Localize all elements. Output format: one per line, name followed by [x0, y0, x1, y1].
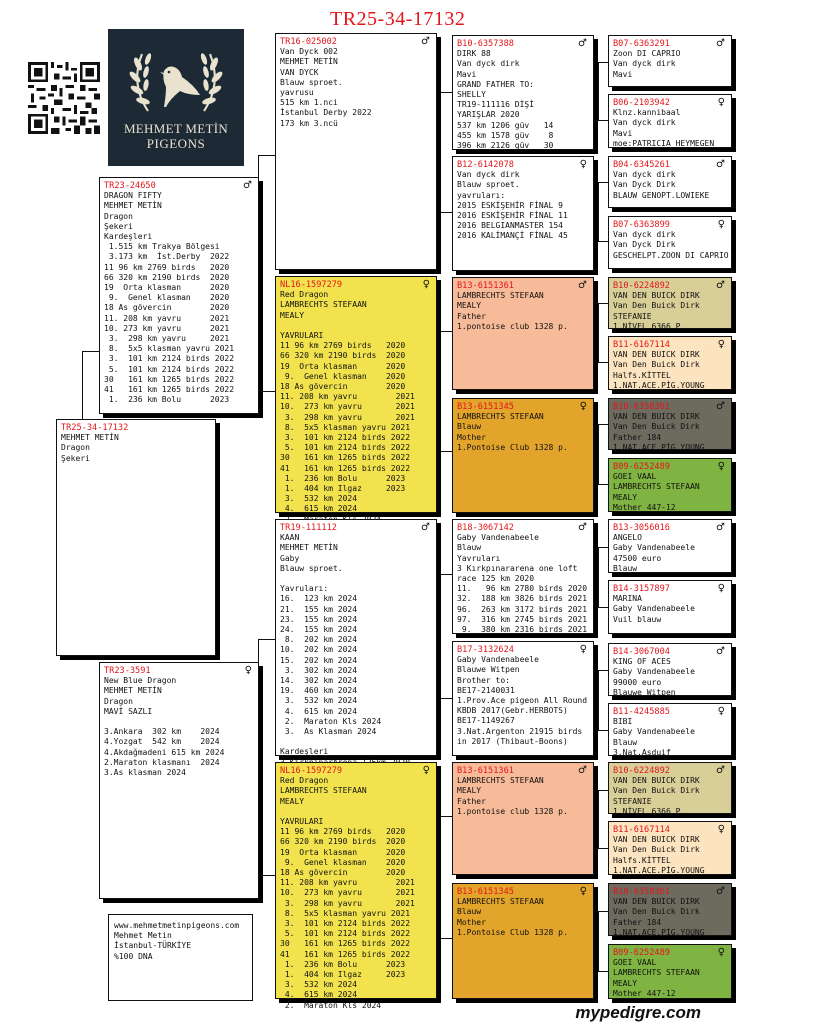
sire-card[interactable]	[99, 177, 259, 414]
connector-line	[598, 670, 608, 671]
ring-number: B10-6358361	[613, 887, 670, 897]
sd-dam-card[interactable]	[452, 398, 594, 513]
male-icon: ♂	[578, 522, 587, 533]
connector-line	[258, 875, 275, 876]
ring-number: B11-6167114	[613, 825, 670, 835]
connector-line	[598, 790, 599, 848]
connector-line	[438, 698, 452, 699]
ring-number: TR19-111112	[280, 523, 337, 533]
male-icon: ♂	[716, 646, 725, 657]
bird-details: Gaby Vandenabeele Blauwe Witpen Brother to: BE17-2140031 1.Prov.Ace pigeon All Round KBDB 2017(Gebr.HERBOTS) BE17-1149267 3.Nat.Argenton 21915 birds in 2017 (Thibaut-Boons)	[457, 655, 588, 746]
connector-line	[438, 331, 439, 451]
gen5-card-9[interactable]	[608, 519, 732, 573]
bird-details: Van dyck dirk Van Dyck Dirk GESCHELPT.ZOON DI CAPRIO	[613, 230, 729, 260]
bird-details: GOEI VAAL LAMBRECHTS STEFAAN MEALY Mother 447-12	[613, 958, 700, 998]
connector-line	[82, 351, 99, 352]
connector-line	[598, 182, 599, 241]
connector-line	[258, 639, 275, 640]
female-icon: ♀	[717, 219, 725, 230]
bird-details: BIBI Gaby Vandenabeele Blauw 3.Nat.Asduif	[613, 717, 695, 757]
bird-details: Van Dyck 002 MEHMET METİN VAN DYCK Blauw sproet. yavrusu 515 km 1.nci İstanbul Derby 2022 173 km 3.ncü	[280, 47, 372, 128]
female-icon: ♀	[579, 159, 587, 170]
dd-dam-card[interactable]	[452, 883, 594, 999]
connector-line	[598, 62, 608, 63]
ring-number: TR16-025002	[280, 37, 337, 47]
ring-number: TR23-24650	[104, 181, 156, 191]
bird-details: MARINA Gaby Vandenabeele Vuil blauw	[613, 594, 695, 624]
female-icon: ♀	[717, 97, 725, 108]
ring-number: NL16-1597279	[280, 766, 343, 776]
connector-line	[598, 484, 608, 485]
bird-details: KING OF ACES Gaby Vandenabeele 99000 euro Blauwe Witpen	[613, 657, 695, 697]
ring-number: B10-6224892	[613, 281, 670, 291]
gen5-card-10[interactable]	[608, 580, 732, 634]
connector-line	[598, 547, 608, 548]
female-icon: ♀	[579, 401, 587, 412]
dam-sire-card[interactable]	[275, 519, 437, 756]
gen5-card-13[interactable]	[608, 762, 732, 814]
loft-logo	[108, 29, 244, 166]
bird-details: Klnz.kannibaal Van dyck dirk Mavi moe:PATRICIA HEYMEGEN	[613, 108, 715, 148]
female-icon: ♀	[422, 279, 430, 290]
gen5-card-7[interactable]	[608, 398, 732, 450]
bird-details: DIRK 88 Van dyck dirk Mavi GRAND FATHER TO: SHELLY TR19-111116 DİŞİ YARIŞLAR 2020 537 km 1206 güv 14 455 km 1578 güv 8 396 km 2126 güv 30	[457, 49, 554, 151]
gen5-card-15[interactable]	[608, 883, 732, 936]
connector-line	[438, 816, 439, 938]
gen5-card-2[interactable]	[608, 94, 732, 148]
connector-line	[438, 938, 452, 939]
gen5-card-14[interactable]	[608, 821, 732, 875]
male-icon: ♂	[421, 36, 430, 47]
connector-line	[598, 971, 608, 972]
ring-number: B10-6224892	[613, 766, 670, 776]
connector-line	[438, 451, 452, 452]
gen5-card-1[interactable]	[608, 35, 732, 87]
bird-details: DRAGON FIFTY MEHMET METİN Dragon Şekeri Kardeşleri 1.515 km Trakya Bölgesi 3.173 km İst.Derby 2022 11 96 km 2769 birds 2020 66 320 km 2190 birds 2020 19 Orta klasman 2020 9. Genel klasman 2020 18 As gövercin 2020 11. 208 km yavru 2021 10. 273 km yavru 2021 3. 298 km yavru 2021 8. 5x5 klasman yavru 2021 3. 101 km 2124 birds 2022 5. 101 km 2124 birds 2022 30 161 km 1265 birds 2022 41 161 km 1265 birds 2022 1. 236 km Bolu 2023	[104, 191, 235, 405]
male-icon: ♂	[716, 401, 725, 412]
ring-number: B07-6363291	[613, 39, 670, 49]
connector-line	[598, 911, 608, 912]
logo-line2: PIGEONS	[146, 136, 206, 151]
ss-sire-card[interactable]	[452, 35, 594, 150]
bird-details: VAN DEN BUICK DIRK Van Den Buick Dirk Halfs.KİTTEL 1.NAT.ACE.PİG.YOUNG	[613, 350, 705, 390]
connector-line	[598, 362, 608, 363]
male-icon: ♂	[716, 886, 725, 897]
connector-line	[598, 62, 599, 120]
connector-line	[258, 155, 275, 156]
male-icon: ♂	[421, 522, 430, 533]
gen5-card-8[interactable]	[608, 458, 732, 512]
ring-number: B09-6252489	[613, 462, 670, 472]
bird-details: Red Dragon LAMBRECHTS STEFAAN MEALY YAVRULARI 11 96 km 2769 birds 2020 66 320 km 2190 birds 2020 19 Orta klasman 2020 9. Genel klasman 2020 18 As gövercin 2020 11. 208 km yavru 2021 10. 273 km yavru 2021 3. 298 km yavru 2021 8. 5x5 klasman yavru 2021 3. 101 km 2124 birds 2022 5. 101 km 2124 birds 2022 30 161 km 1265 birds 2022 41 161 km 1265 birds 2022 1. 236 km Bolu 2023 1. 404 km Ilgaz 2023 3. 532 km 2024 4. 615 km 2024 2. Maraton Kls 2024	[280, 776, 415, 1010]
male-icon: ♂	[716, 280, 725, 291]
connector-line	[598, 911, 599, 971]
connector-line	[438, 574, 452, 575]
ds-sire-card[interactable]	[452, 519, 594, 634]
male-icon: ♂	[578, 765, 587, 776]
gen5-card-12[interactable]	[608, 703, 732, 756]
contact-info-box	[108, 914, 253, 1001]
connector-line	[598, 424, 599, 484]
male-icon: ♂	[716, 765, 725, 776]
connector-line	[598, 120, 608, 121]
connector-line	[598, 790, 608, 791]
ring-number: B04-6345261	[613, 160, 670, 170]
bird-details: VAN DEN BUICK DIRK Van Den Buick Dirk Father 184 1.NAT.ACE.PİG.YOUNG	[613, 412, 705, 452]
bird-details: LAMBRECHTS STEFAAN MEALY Father 1.pontoise club 1328 p.	[457, 291, 568, 331]
gen5-card-4[interactable]	[608, 216, 732, 269]
female-icon: ♀	[717, 339, 725, 350]
connector-line	[438, 212, 452, 213]
connector-line	[438, 331, 452, 332]
connector-line	[598, 730, 608, 731]
sire-sire-card[interactable]	[275, 33, 437, 270]
gen5-card-11[interactable]	[608, 643, 732, 696]
sire-dam-card[interactable]	[275, 276, 437, 513]
male-icon: ♂	[578, 280, 587, 291]
ring-number: TR23-3591	[104, 666, 151, 676]
connector-line	[438, 816, 452, 817]
logo-line1: MEHMET METİN	[123, 121, 229, 136]
female-icon: ♀	[244, 665, 252, 676]
gen5-card-6[interactable]	[608, 336, 732, 390]
male-icon: ♂	[716, 38, 725, 49]
connector-line	[598, 607, 608, 608]
connector-line	[258, 391, 275, 392]
ring-number: B09-6252489	[613, 948, 670, 958]
connector-line	[598, 303, 608, 304]
bird-details: LAMBRECHTS STEFAAN Blauw Mother 1.Pontoise Club 1328 p.	[457, 412, 568, 452]
connector-line	[598, 848, 608, 849]
ring-number: B18-3067142	[457, 523, 514, 533]
bird-details: Red Dragon LAMBRECHTS STEFAAN MEALY YAVRULARI 11 96 km 2769 birds 2020 66 320 km 2190 birds 2020 19 Orta klasman 2020 9. Genel klasman 2020 18 As gövercin 2020 11. 208 km yavru 2021 10. 273 km yavru 2021 3. 298 km yavru 2021 8. 5x5 klasman yavru 2021 3. 101 km 2124 birds 2022 5. 101 km 2124 birds 2022 30 161 km 1265 birds 2022 41 161 km 1265 birds 2022 1. 236 km Bolu 2023 1. 404 km Ilgaz 2023 3. 532 km 2024 4. 615 km 2024	[280, 290, 415, 514]
bird-details: VAN DEN BUICK DIRK Van Den Buick Dirk Halfs.KİTTEL 1.NAT.ACE.PİG.YOUNG	[613, 835, 705, 875]
bird-details: VAN DEN BUICK DIRK Van Den Buick Dirk STEFANIE 1.NİVEL 6366 P.	[613, 776, 700, 816]
ss-dam-card[interactable]	[452, 156, 594, 271]
ring-number: B12-6142078	[457, 160, 514, 170]
ring-number: B17-3132624	[457, 645, 514, 655]
male-icon: ♂	[578, 38, 587, 49]
dam-dam-card[interactable]	[275, 762, 437, 1010]
brand-watermark: mypedigre.com	[575, 1003, 701, 1022]
ring-number: B13-3056016	[613, 523, 670, 533]
female-icon: ♀	[422, 765, 430, 776]
female-icon: ♀	[717, 706, 725, 717]
ring-number: B07-6363899	[613, 220, 670, 230]
gen5-card-5[interactable]	[608, 277, 732, 329]
connector-line	[598, 303, 599, 362]
ring-number: B13-6151361	[457, 766, 514, 776]
bird-details: MEHMET METİN Dragon Şekeri	[61, 433, 119, 463]
connector-line	[598, 547, 599, 607]
ring-number: B11-6167114	[613, 340, 670, 350]
ds-dam-card[interactable]	[452, 641, 594, 756]
connector-line	[598, 182, 608, 183]
bird-details: VAN DEN BUICK DIRK Van Den Buick Dirk Father 184 1.NAT.ACE.PİG.YOUNG	[613, 897, 705, 937]
female-icon: ♀	[717, 947, 725, 958]
contact-info: www.mehmetmetinpigeons.com Mehmet Metin İstanbul-TÜRKİYE %100 DNA	[114, 921, 240, 961]
ring-number: NL16-1597279	[280, 280, 343, 290]
bird-details: ANGELO Gaby Vandenabeele 47500 euro Blauw	[613, 533, 695, 573]
bird-details: LAMBRECHTS STEFAAN Blauw Mother 1.Pontoise Club 1328 p.	[457, 897, 568, 937]
ring-number: B13-6151345	[457, 887, 514, 897]
dd-sire-card[interactable]	[452, 762, 594, 875]
ring-number: B14-3067004	[613, 647, 670, 657]
bird-details: KAAN MEHMET METİN Gaby Blauw sproet. Yavruları: 16. 123 km 2024 21. 155 km 2024 23. 155 km 2024 24. 155 km 2024 8. 202 km 2024 10. 202 km 2024 15. 202 km 2024 3. 302 km 2024 14. 302 km 2024 19. 460 km 2024 3. 532 km 2024 4. 615 km 2024 2. Maraton Kls 2024 3. As Klasman 2024 Kardeşleri	[280, 533, 382, 757]
connector-line	[598, 241, 608, 242]
ring-number: B11-4245885	[613, 707, 670, 717]
pedigree-title: TR25-34-17132	[330, 8, 466, 30]
ring-number: B10-6358361	[613, 402, 670, 412]
connector-line	[438, 92, 439, 212]
ring-number: B10-6357388	[457, 39, 514, 49]
connector-line	[598, 424, 608, 425]
bird-details: VAN DEN BUICK DIRK Van Den Buick Dirk STEFANIE 1.NİVEL 6366 P.	[613, 291, 700, 331]
male-icon: ♂	[716, 522, 725, 533]
bird-details: Van dyck dirk Blauw sproet. yavruları: 2015 ESKİŞEHİR FİNAL 9 2016 ESKİŞEHİR FİNAL 11 2016 BELGIANMASTER 154 2016 KALİMANÇİ FİNAL 45	[457, 170, 568, 241]
sd-sire-card[interactable]	[452, 277, 594, 390]
ring-number: B13-6151345	[457, 402, 514, 412]
bird-details: New Blue Dragon MEHMET METİN Dragon MAVİ SAZLI 3.Ankara 302 km 2024 4.Yozgat 542 km 2024 4.Akdağmadeni 615 km 2024 2.Maraton klasmanı 2024 3.As klasman 2024	[104, 676, 225, 778]
bird-details: Zoon DI CAPRIO Van dyck dirk Mavi	[613, 49, 681, 79]
qr-code-icon	[28, 62, 100, 134]
male-icon: ♂	[716, 159, 725, 170]
pigeon-wreath-icon	[108, 29, 244, 124]
female-icon: ♀	[579, 886, 587, 897]
gen5-card-3[interactable]	[608, 156, 732, 208]
female-icon: ♀	[717, 461, 725, 472]
female-icon: ♀	[579, 644, 587, 655]
bird-details: Gaby Vandenabeele Blauw Yavruları 3 Kırkpınararena one loft race 125 km 2020 11. 96 km 2780 birds 2020 32. 188 km 3826 birds 2021 96. 263 km 3172 birds 2021 97. 316 km 2745 birds 2021 9. 380 km 2316 birds 2021	[457, 533, 588, 635]
connector-line	[438, 92, 452, 93]
female-icon: ♀	[717, 583, 725, 594]
ring-number: B14-3157897	[613, 584, 670, 594]
subject-bird-card[interactable]	[56, 419, 216, 656]
ring-number: B13-6151361	[457, 281, 514, 291]
connector-line	[438, 574, 439, 698]
bird-details: GOEI VAAL LAMBRECHTS STEFAAN MEALY Mother 447-12	[613, 472, 700, 512]
male-icon: ♂	[243, 180, 252, 191]
bird-details: LAMBRECHTS STEFAAN MEALY Father 1.pontoise club 1328 p.	[457, 776, 568, 816]
dam-card[interactable]	[99, 662, 259, 899]
ring-number: B06-2103942	[613, 98, 670, 108]
bird-details: Van dyck dirk Van Dyck Dirk BLAUW GENOPT.LOWIEKE	[613, 170, 710, 200]
ring-number: TR25-34-17132	[61, 423, 129, 433]
female-icon: ♀	[717, 824, 725, 835]
gen5-card-16[interactable]	[608, 944, 732, 999]
connector-line	[598, 670, 599, 730]
